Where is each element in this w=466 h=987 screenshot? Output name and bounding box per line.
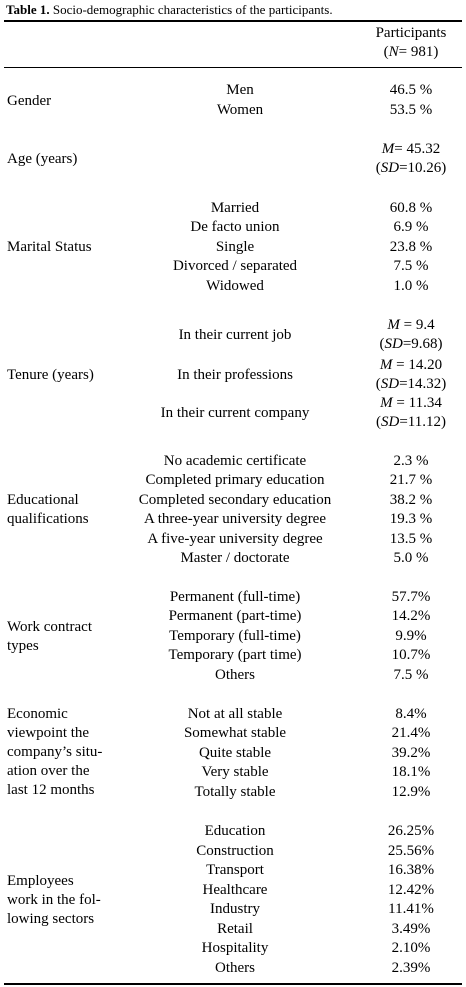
table-caption xyxy=(6,2,333,18)
value-cell: 13.5 % xyxy=(389,531,433,547)
value-cell: 11.41% xyxy=(388,901,434,917)
sub-label: Completed secondary education xyxy=(138,492,332,508)
group-label-economic-viewpoint: Economic viewpoint the company’s situ- ation over the last 12 months xyxy=(7,706,103,798)
sub-label: In their professions xyxy=(177,367,293,383)
sub-label: De facto union xyxy=(190,219,280,235)
value-cell: 9.9% xyxy=(395,628,427,644)
group-label-education: Educational qualifications xyxy=(7,492,89,527)
age-stat: M= 45.32 (SD=10.26) xyxy=(375,141,447,176)
value-cell: 1.0 % xyxy=(393,278,429,294)
sub-label: Widowed xyxy=(206,278,264,294)
value-cell: 10.7% xyxy=(391,647,431,663)
value-cell: 2.10% xyxy=(391,940,431,956)
value-cell: 46.5 % xyxy=(389,82,433,98)
value-cell: 39.2% xyxy=(391,745,431,761)
sub-label: Somewhat stable xyxy=(183,725,287,741)
group-label-work-contract: Work contract types xyxy=(7,619,93,654)
sub-label: Construction xyxy=(196,843,274,859)
header-rule xyxy=(4,67,462,68)
sub-label: A five-year university degree xyxy=(147,531,323,547)
value-cell: 21.4% xyxy=(391,725,431,741)
tenure-stat: M = 14.20 (SD=14.32) xyxy=(375,357,447,392)
sub-label: Healthcare xyxy=(202,882,268,898)
value-cell: 38.2 % xyxy=(389,492,433,508)
sub-label: In their current job xyxy=(178,327,292,343)
value-cell: 23.8 % xyxy=(389,239,433,255)
value-cell: 2.39% xyxy=(391,960,431,976)
value-cell: 21.7 % xyxy=(389,472,433,488)
sub-label: No academic certificate xyxy=(163,453,307,469)
sub-label: Completed primary education xyxy=(145,472,325,488)
group-label-gender: Gender xyxy=(7,93,52,109)
top-rule xyxy=(4,20,462,22)
sub-label: Single xyxy=(215,239,255,255)
header-line2: (N= 981) xyxy=(383,44,439,60)
sub-label: Men xyxy=(226,82,254,98)
tenure-stat: M = 11.34 (SD=11.12) xyxy=(376,395,446,430)
sub-label: Totally stable xyxy=(194,784,276,800)
value-cell: 26.25% xyxy=(387,823,435,839)
sub-label: Divorced / separated xyxy=(172,258,298,274)
value-cell: 8.4% xyxy=(395,706,427,722)
group-label-tenure: Tenure (years) xyxy=(7,367,94,383)
value-cell: 12.42% xyxy=(387,882,435,898)
sub-label: A three-year university degree xyxy=(144,511,326,527)
value-cell: 6.9 % xyxy=(393,219,429,235)
value-cell: 7.5 % xyxy=(393,258,429,274)
sub-label: Permanent (full-time) xyxy=(169,589,301,605)
sub-label: Permanent (part-time) xyxy=(168,608,302,624)
value-cell: 53.5 % xyxy=(389,102,433,118)
caption-text: Socio-demographic characteristics of the participants. xyxy=(52,2,333,17)
sub-label: Others xyxy=(215,960,255,976)
sub-label: Not at all stable xyxy=(187,706,283,722)
header-line1: Participants xyxy=(375,25,447,41)
sub-label: Retail xyxy=(217,921,253,937)
value-cell: 14.2% xyxy=(391,608,431,624)
sub-label: Others xyxy=(215,667,255,683)
column-header-participants xyxy=(360,24,462,62)
bottom-rule xyxy=(4,983,462,985)
sub-label: Temporary (part time) xyxy=(168,647,302,663)
sub-label: Temporary (full-time) xyxy=(169,628,301,644)
value-cell: 12.9% xyxy=(391,784,431,800)
group-label-sectors: Employees work in the fol- lowing sectors xyxy=(7,873,101,927)
sub-label: Master / doctorate xyxy=(180,550,290,566)
value-cell: 5.0 % xyxy=(393,550,429,566)
sub-label: Quite stable xyxy=(198,745,272,761)
value-cell: 19.3 % xyxy=(389,511,433,527)
value-cell: 25.56% xyxy=(387,843,435,859)
sub-label: In their current company xyxy=(160,405,310,421)
sub-label: Industry xyxy=(210,901,260,917)
caption-label: Table 1. xyxy=(6,2,50,17)
sub-label: Transport xyxy=(206,862,264,878)
sub-label: Women xyxy=(216,102,264,118)
tenure-stat: M = 9.4 (SD=9.68) xyxy=(379,317,443,352)
group-label-age: Age (years) xyxy=(7,151,78,167)
value-cell: 7.5 % xyxy=(393,667,429,683)
value-cell: 2.3 % xyxy=(393,453,429,469)
value-cell: 57.7% xyxy=(391,589,431,605)
value-cell: 60.8 % xyxy=(389,200,433,216)
sub-label: Hospitality xyxy=(201,940,269,956)
value-cell: 3.49% xyxy=(391,921,431,937)
sub-label: Education xyxy=(204,823,266,839)
group-label-marital-status: Marital Status xyxy=(7,239,92,255)
value-cell: 18.1% xyxy=(391,764,431,780)
sub-label: Married xyxy=(210,200,260,216)
sub-label: Very stable xyxy=(201,764,269,780)
value-cell: 16.38% xyxy=(387,862,435,878)
